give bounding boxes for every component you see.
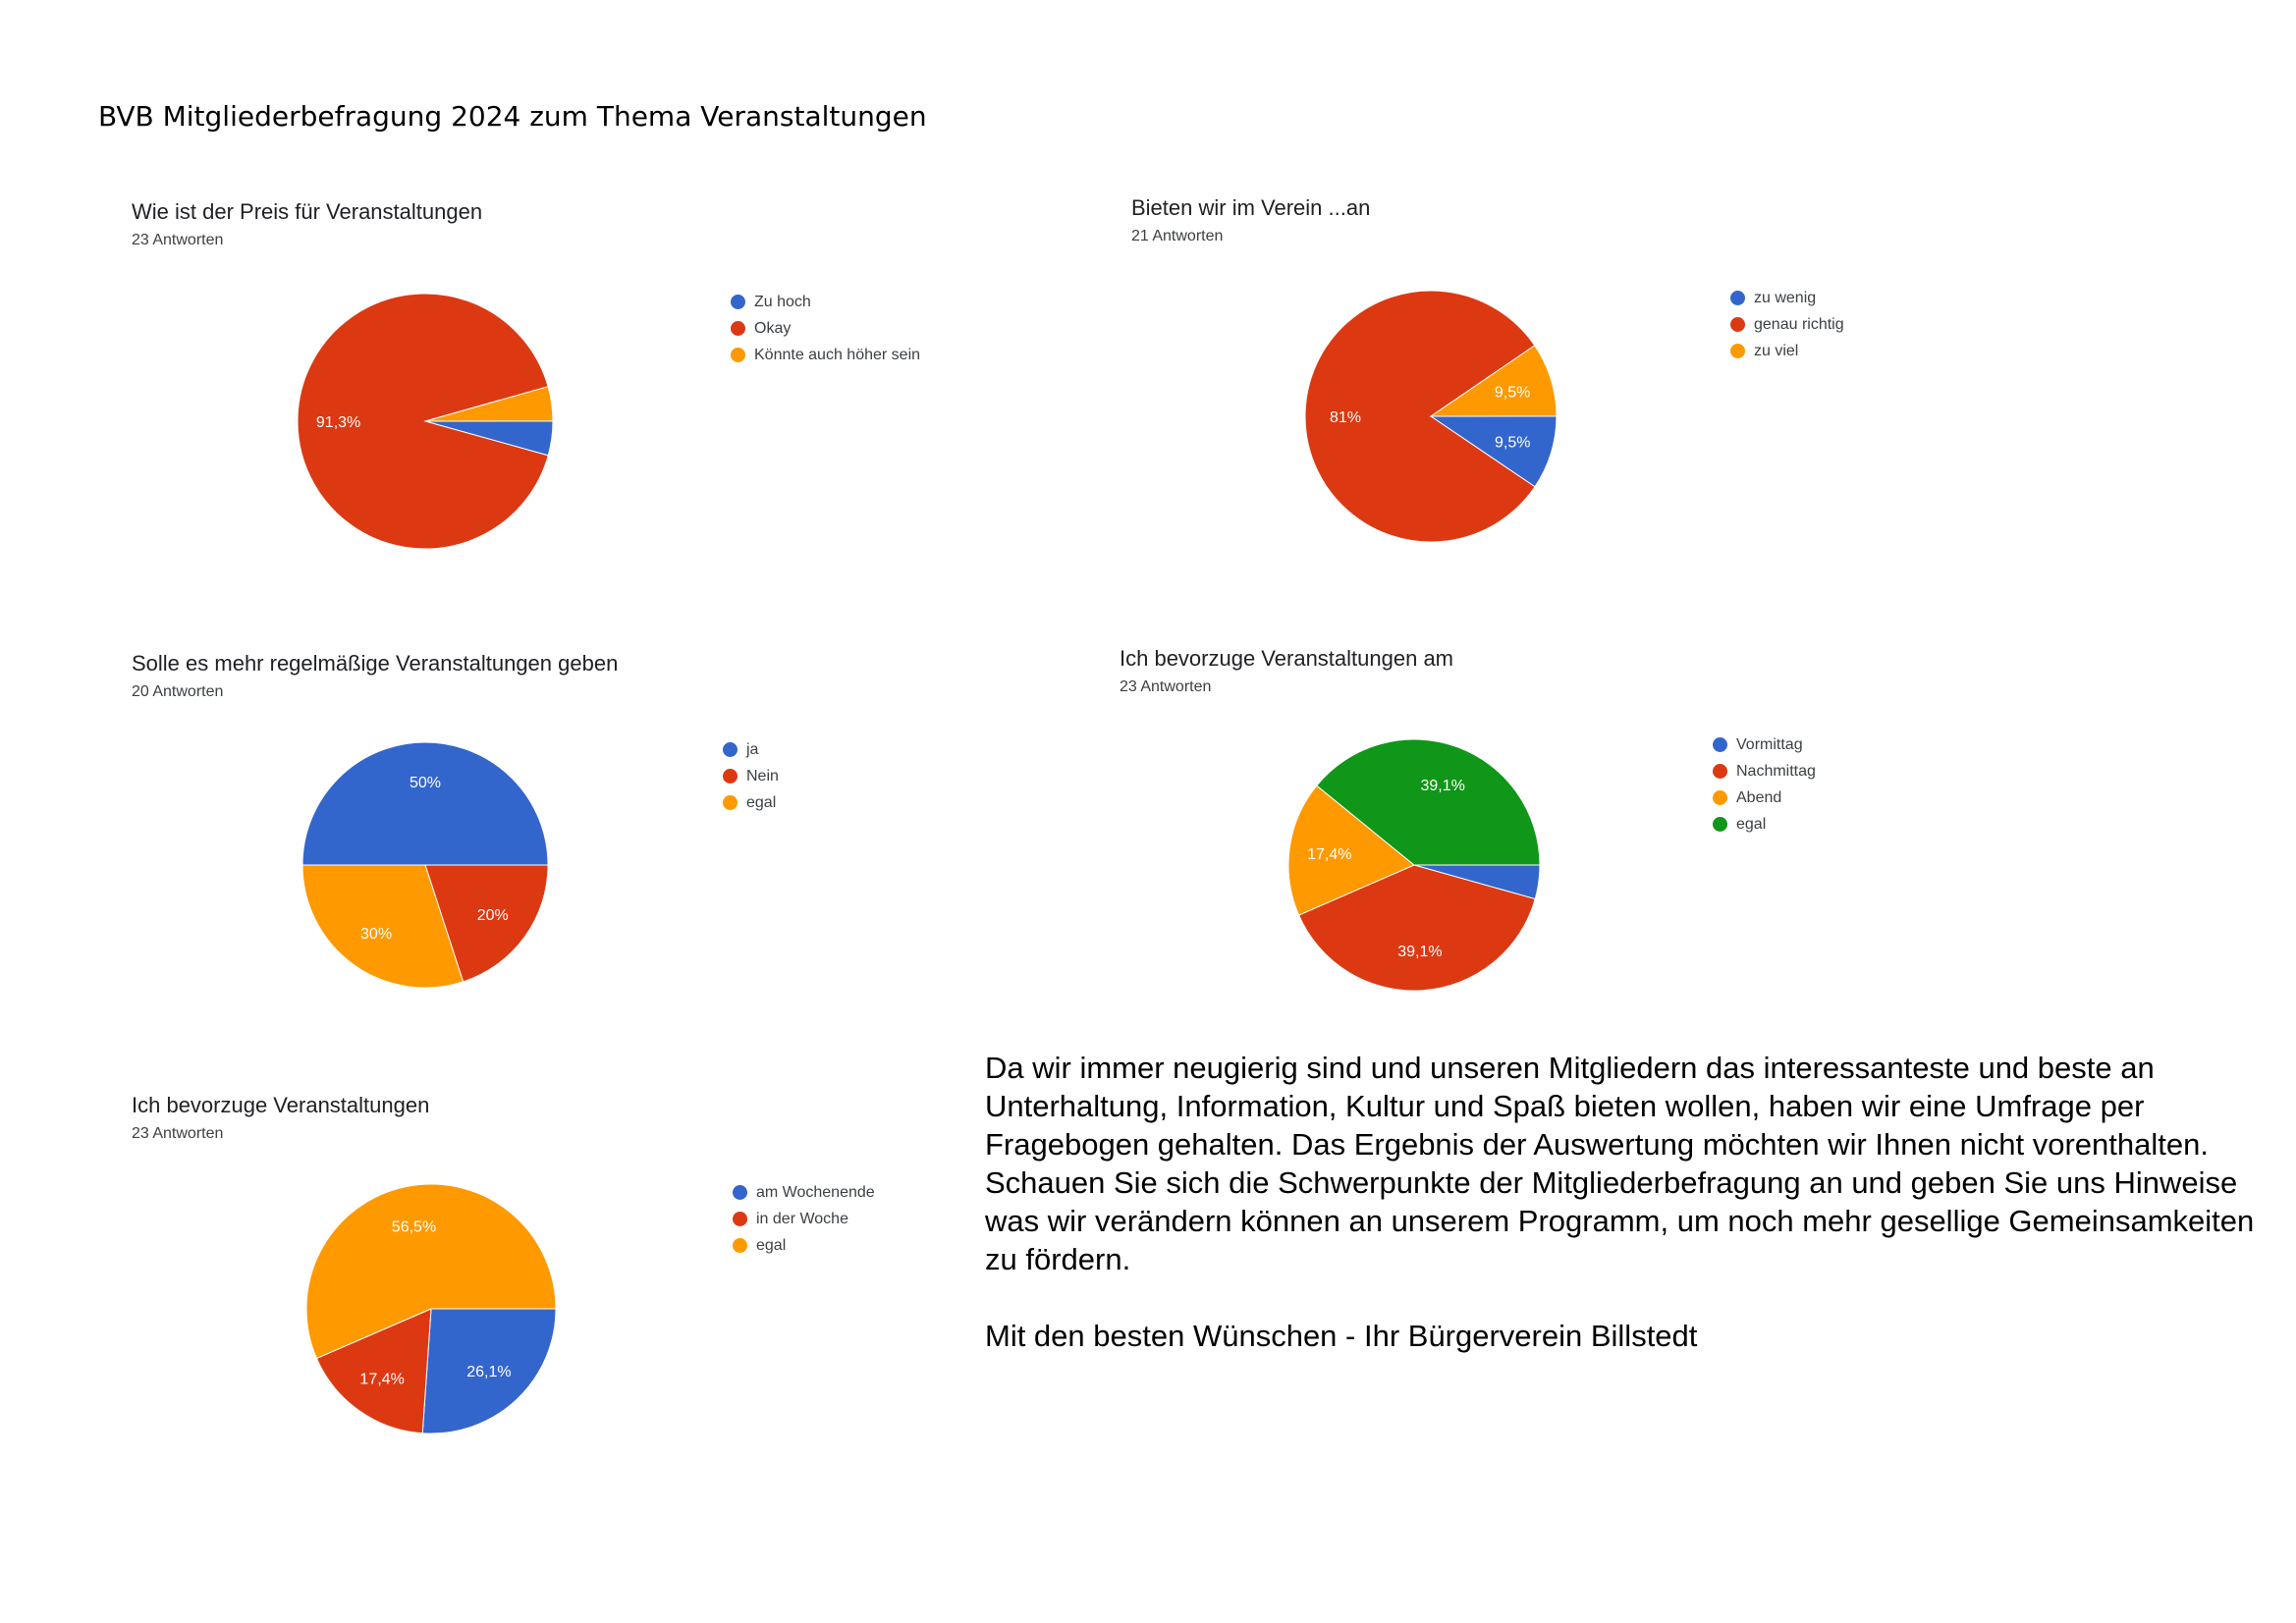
legend-item-zu-wenig xyxy=(1730,285,1844,311)
pie-slice-label: 50% xyxy=(409,775,442,791)
chart-legend xyxy=(1713,731,1816,838)
pie-chart xyxy=(305,1183,557,1434)
legend-color-dot xyxy=(1730,291,1745,305)
legend-label: Okay xyxy=(754,319,792,337)
legend-label: Zu hoch xyxy=(754,293,811,310)
legend-label: Nein xyxy=(746,767,779,784)
pie-slice-label: 39,1% xyxy=(1420,777,1465,794)
pie-slice-label: 20% xyxy=(476,906,509,924)
pie-chart xyxy=(1304,290,1558,543)
legend-label: egal xyxy=(1736,815,1767,833)
legend-color-dot xyxy=(733,1238,747,1253)
pie-slice-label: 56,5% xyxy=(391,1218,437,1236)
legend-label: egal xyxy=(746,793,777,811)
pie-slice-label: 17,4% xyxy=(1307,846,1352,864)
chart-tageszeit xyxy=(1120,646,1964,1009)
chart-response-count: 21 Antworten xyxy=(1131,228,1224,244)
chart-response-count: 23 Antworten xyxy=(132,232,224,248)
pie-chart xyxy=(297,293,554,550)
legend-item-ja xyxy=(723,736,779,763)
legend-color-dot xyxy=(723,769,738,784)
legend-label: Nachmittag xyxy=(1736,762,1816,780)
legend-item-vormittag xyxy=(1713,731,1816,758)
legend-label: zu wenig xyxy=(1754,289,1817,306)
legend-color-dot xyxy=(1713,764,1727,779)
pie-slice-ja xyxy=(302,742,548,865)
chart-title: Ich bevorzuge Veranstaltungen xyxy=(132,1093,430,1117)
pie-slice-label: 9,5% xyxy=(1495,434,1531,452)
chart-title: Wie ist der Preis für Veranstaltungen xyxy=(132,199,483,224)
page-title: BVB Mitgliederbefragung 2024 zum Thema Veranstaltungen xyxy=(98,100,927,133)
info-paragraph-intro: Da wir immer neugierig sind und unseren Mitgliedern das interessanteste und beste an Unterhaltung, Information, Kultur und Spaß bieten wollen, haben wir eine Umfrage per Fragebogen gehalten. Das Ergebnis der Auswertung möchten wir Ihnen nicht vorenthalten. xyxy=(985,1051,2209,1162)
pie-slice-label: 81% xyxy=(1329,409,1361,427)
legend-label: Vormittag xyxy=(1736,735,1803,753)
chart-title: Ich bevorzuge Veranstaltungen am xyxy=(1120,646,1454,671)
legend-item-zu-viel xyxy=(1730,338,1844,364)
chart-regelmaessig xyxy=(132,651,976,1014)
chart-title: Solle es mehr regelmäßige Veranstaltungen geben xyxy=(132,651,619,676)
info-text xyxy=(985,1049,2271,1355)
legend-color-dot xyxy=(1713,790,1727,805)
pie-chart xyxy=(301,741,549,989)
legend-color-dot xyxy=(731,348,745,362)
chart-wochentag xyxy=(132,1093,976,1456)
chart-legend xyxy=(1730,285,1844,364)
legend-color-dot xyxy=(733,1185,747,1200)
chart-response-count: 23 Antworten xyxy=(132,1125,224,1142)
legend-item-nein xyxy=(723,763,779,789)
pie-slice-label: 91,3% xyxy=(315,414,361,432)
chart-preis xyxy=(132,199,976,563)
legend-color-dot xyxy=(731,321,745,336)
legend-color-dot xyxy=(1713,817,1727,832)
chart-legend xyxy=(723,736,779,816)
pie-slice-label: 17,4% xyxy=(359,1371,405,1388)
chart-legend xyxy=(731,289,920,368)
info-paragraph-request: Schauen Sie sich die Schwerpunkte der Mitgliederbefragung an und geben Sie uns Hinweise was wir verändern können an unserem Programm, um noch mehr gesellige Gemeinsamkeiten zu fördern. xyxy=(985,1165,2255,1276)
legend-item-egal xyxy=(733,1232,875,1259)
legend-item-nachmittag xyxy=(1713,758,1816,784)
legend-label: egal xyxy=(756,1236,787,1254)
pie-slice-label: 39,1% xyxy=(1397,943,1443,960)
chart-angebot xyxy=(1131,195,1976,559)
legend-item-am-wochenende xyxy=(733,1179,875,1206)
pie-slice-label: 26,1% xyxy=(466,1364,512,1381)
legend-color-dot xyxy=(733,1212,747,1226)
legend-item-abend xyxy=(1713,784,1816,811)
legend-item-genau-richtig xyxy=(1730,311,1844,338)
legend-item-okay xyxy=(731,315,920,342)
legend-label: in der Woche xyxy=(756,1210,848,1227)
pie-chart xyxy=(1287,738,1541,992)
chart-title: Bieten wir im Verein ...an xyxy=(1131,195,1371,220)
legend-label: zu viel xyxy=(1754,342,1799,359)
legend-color-dot xyxy=(723,795,738,810)
legend-color-dot xyxy=(1730,317,1745,332)
info-closing: Mit den besten Wünschen - Ihr Bürgerverein Billstedt xyxy=(985,1319,1698,1353)
legend-label: ja xyxy=(746,740,759,758)
legend-label: am Wochenende xyxy=(756,1183,875,1201)
pie-slice-label: 30% xyxy=(360,925,393,943)
legend-item-in-der-woche xyxy=(733,1206,875,1232)
legend-label: genau richtig xyxy=(1754,315,1844,333)
pie-slice-label: 9,5% xyxy=(1494,384,1531,402)
chart-legend xyxy=(733,1179,875,1259)
chart-response-count: 20 Antworten xyxy=(132,683,224,700)
legend-item-egal xyxy=(1713,811,1816,838)
legend-color-dot xyxy=(1713,737,1727,752)
legend-color-dot xyxy=(731,295,745,309)
legend-item-egal xyxy=(723,789,779,816)
legend-label: Könnte auch höher sein xyxy=(754,346,921,363)
legend-item-könnte-auch-höher-sein xyxy=(731,342,920,368)
legend-color-dot xyxy=(723,742,738,757)
legend-label: Abend xyxy=(1736,788,1782,806)
legend-item-zu-hoch xyxy=(731,289,920,315)
chart-response-count: 23 Antworten xyxy=(1120,678,1212,695)
legend-color-dot xyxy=(1730,344,1745,358)
